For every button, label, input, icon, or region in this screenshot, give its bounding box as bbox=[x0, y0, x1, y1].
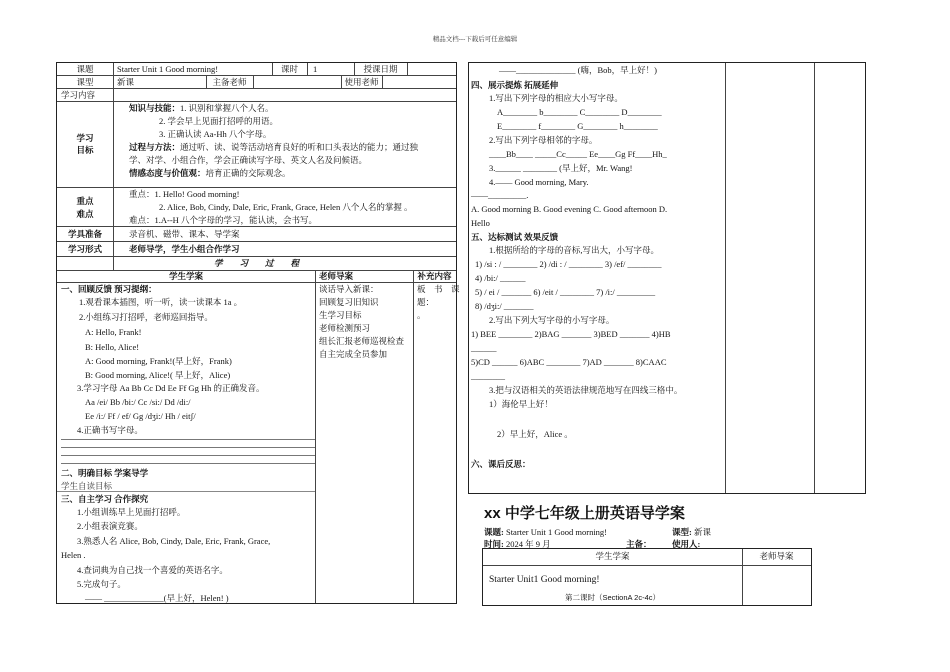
section-5-line: 5) / ei / _______ 6) /eit / ________ 7) /i:/ _________ bbox=[475, 287, 656, 297]
key-line: 2. Alice, Bob, Cindy, Dale, Eric, Frank, Grace, Helen 八个人名的掌握 。 bbox=[159, 202, 413, 212]
section-4-line: A________ b________ C________ D________ bbox=[497, 107, 662, 117]
phonetic-line: Aa /ei/ Bb /bi:/ Cc /si:/ Dd /di:/ bbox=[85, 397, 191, 407]
section-4-line: 4.—— Good morning, Mary. bbox=[489, 177, 589, 187]
section-3-line: 4.查词典为自己找一个喜爱的英语名字。 bbox=[77, 565, 228, 575]
goal-line: 2. 学会早上见面打招呼的用语。 bbox=[159, 116, 279, 126]
tools-label: 学具准备 bbox=[67, 229, 102, 239]
doc2-student-header: 学生学案 bbox=[595, 551, 630, 561]
doc2-user: 使用人: bbox=[672, 539, 701, 549]
topic-label: 课题 bbox=[76, 64, 94, 74]
section-5-line: ________ bbox=[471, 371, 505, 381]
section-1-line: 1.观看课本插图，听一听，读一读课本 1a 。 bbox=[79, 297, 243, 307]
section-4-title: 四、展示提炼 拓展延伸 bbox=[471, 80, 559, 90]
doc2-lead: 主备： bbox=[626, 539, 652, 549]
section-5-line: 1）海伦早上好！ bbox=[489, 399, 553, 409]
doc2-unit-line: Starter Unit1 Good morning! bbox=[489, 575, 600, 585]
lesson-plan-table bbox=[56, 62, 460, 604]
difficulty-line: 难点：1.A--H 八个字母的学习，能认读，会书写。 bbox=[129, 215, 317, 225]
student-column-header: 学生学案 bbox=[168, 271, 203, 281]
teacher-note: 谈话导入新课： bbox=[319, 284, 379, 294]
section-1-title: 一、回顾反馈 预习提纲： bbox=[61, 284, 157, 294]
section-1-line: 2.小组练习打招呼，老师巡回指导。 bbox=[79, 312, 213, 322]
section-3-line: 3.熟悉人名 Alice, Bob, Cindy, Dale, Eric, Frank, Grace, bbox=[77, 536, 271, 546]
section-1-line: 4.正确书写字母。 bbox=[77, 425, 143, 435]
section-1-line: 3.学习字母 Aa Bb Cc Dd Ee Ff Gg Hh 的正确发音。 bbox=[77, 383, 265, 393]
difficulty-label: 难点 bbox=[76, 209, 94, 219]
writing-lines bbox=[61, 439, 315, 471]
section-4-options: Hello bbox=[471, 218, 490, 228]
doc2-topic: 课题: Starter Unit 1 Good morning! bbox=[484, 527, 608, 537]
goals-label: 学习 bbox=[76, 133, 94, 143]
section-3-line: Helen . bbox=[61, 550, 86, 560]
section-5-line: 2.写出下列大写字母的小写字母。 bbox=[489, 315, 615, 325]
section-3-line: 5.完成句子。 bbox=[77, 579, 126, 589]
header-note: 精品文档---下载后可任意编辑 bbox=[432, 36, 518, 43]
process-title: 学 习 过 程 bbox=[213, 258, 299, 268]
key-line: 重点：1. Hello! Good morning! bbox=[129, 189, 240, 199]
supplement-note: 题： bbox=[417, 297, 435, 307]
dialogue-line: B: Good morning, Alice!( 早上好，Alice) bbox=[85, 370, 231, 380]
section-4-line: E________ f________ G________ h________ bbox=[497, 121, 658, 131]
section-5-line: 4) /bi:/ ______ bbox=[475, 273, 526, 283]
hours-label: 课时 bbox=[280, 64, 298, 74]
document-title: xx 中学七年级上册英语导学案 bbox=[484, 505, 685, 522]
type-label: 课型 bbox=[76, 77, 94, 87]
section-6-title: 六、课后反思： bbox=[471, 459, 531, 469]
teacher-note: 组长汇报老师巡视检查 bbox=[319, 336, 405, 346]
section-5-line: 1.根据所给的字母的音标,写出大，小写字母。 bbox=[489, 245, 660, 255]
section-5-line: 1) /si : / ________ 2) /di : / ________ 3) /ef/ ________ bbox=[475, 259, 662, 269]
section-4-options: A. Good morning B. Good evening C. Good afternoon D. bbox=[471, 204, 668, 214]
section-4-line: 2.写出下列字母相邻的字母。 bbox=[489, 135, 598, 145]
doc2-period-line: 第二课时（SectionA 2c-4c） bbox=[564, 593, 661, 602]
dialogue-line: A: Good morning, Frank!(早上好，Frank) bbox=[85, 356, 232, 366]
section-4-line: 3.______ ________ (早上好，Mr. Wang! bbox=[489, 163, 633, 173]
section-3-title: 三、自主学习 合作探究 bbox=[61, 494, 149, 504]
section-5-title: 五、达标测试 效果反馈 bbox=[471, 232, 559, 242]
section-3-line: —— ______________(早上好，Helen! ) bbox=[85, 593, 229, 603]
teacher-note: 老师检测预习 bbox=[319, 323, 371, 333]
goal-line: 3. 正确认读 Aa-Hh 八个字母。 bbox=[159, 129, 272, 139]
teacher-column-header: 老师导案 bbox=[319, 271, 354, 281]
section-5-line: 2）早上好，Alice 。 bbox=[497, 429, 573, 439]
key-label: 重点 bbox=[76, 196, 94, 206]
goals-label-2: 目标 bbox=[76, 145, 94, 155]
section-5-line: 1) BEE ________ 2)BAG _______ 3)BED _______ 4)HB bbox=[471, 329, 671, 339]
section-4-line: ____Bb____ _____Cc_____ Ee____Gg Ff____Hh_ bbox=[489, 149, 667, 159]
goal-line: 知识与技能：1. 识别和掌握八个人名。 bbox=[129, 103, 274, 113]
continuation-table bbox=[468, 62, 866, 494]
teacher-note: 回顾复习旧知识 bbox=[319, 297, 379, 307]
user-teacher-label: 使用老师 bbox=[344, 77, 379, 87]
date-label: 授课日期 bbox=[363, 64, 398, 74]
goal-line: 学、对学、小组合作，学会正确读写字母、英文人名及问候语。 bbox=[129, 155, 368, 165]
goal-line: 情感态度与价值观：培育正确的交际观念。 bbox=[129, 168, 291, 178]
doc2-type: 课型: 新课 bbox=[672, 527, 711, 537]
dialogue-line: B: Hello, Alice! bbox=[85, 342, 140, 352]
dialogue-line: A: Hello, Frank! bbox=[85, 327, 142, 337]
section-4-line: ——_________. bbox=[471, 190, 529, 200]
form-value: 老师导学，学生小组合作学习 bbox=[129, 244, 240, 254]
section-5-line: 5)CD ______ 6)ABC ________ 7)AD _______ 8)CAAC bbox=[471, 357, 667, 367]
dialogue-blank: ——______________ (嗨，Bob，早上好！) bbox=[499, 65, 657, 75]
teacher-note: 自主完成全员参加 bbox=[319, 349, 388, 359]
section-2-title: 二、明确目标 学案导学 bbox=[61, 468, 149, 478]
goal-line: 过程与方法：通过听、读、说等活动培育良好的听和口头表达的能力；通过独 bbox=[129, 142, 419, 152]
form-label: 学习形式 bbox=[67, 244, 102, 254]
supplement-note: 板 书 课 bbox=[417, 284, 460, 294]
doc2-teacher-header: 老师导案 bbox=[759, 551, 794, 561]
section-5-line: 8) /dʒi:/ _______ bbox=[475, 301, 534, 311]
section-5-line: ______ bbox=[471, 343, 497, 353]
teacher-note: 生学习目标 bbox=[319, 310, 362, 320]
type-value: 新课 bbox=[117, 77, 135, 87]
tools-value: 录音机、磁带、课本、导学案 bbox=[129, 229, 240, 239]
section-3-line: 1.小组训练早上见面打招呼。 bbox=[77, 507, 186, 517]
phonetic-line: Ee /i:/ Ff / ef/ Gg /dʒi:/ Hh / eitʃ/ bbox=[85, 411, 196, 421]
section-4-line: 1.写出下列字母的相应大小写字母。 bbox=[489, 93, 623, 103]
content-label: 学习内容 bbox=[61, 90, 96, 100]
supplement-column-header: 补充内容 bbox=[417, 271, 452, 281]
hours-value: 1 bbox=[313, 64, 318, 74]
section-5-line: 3.把与汉语相关的英语法律规范地写在四线三格中。 bbox=[489, 385, 683, 395]
doc2-table bbox=[482, 548, 812, 606]
lead-teacher-label: 主备老师 bbox=[212, 77, 247, 87]
section-3-line: 2.小组表演竞赛。 bbox=[77, 521, 143, 531]
topic-value: Starter Unit 1 Good morning! bbox=[117, 64, 219, 74]
section-2-line: 学生自读目标 bbox=[61, 481, 113, 491]
doc2-time: 时间: 2024 年 9 月 bbox=[484, 539, 551, 549]
supplement-note: 。 bbox=[417, 310, 426, 320]
